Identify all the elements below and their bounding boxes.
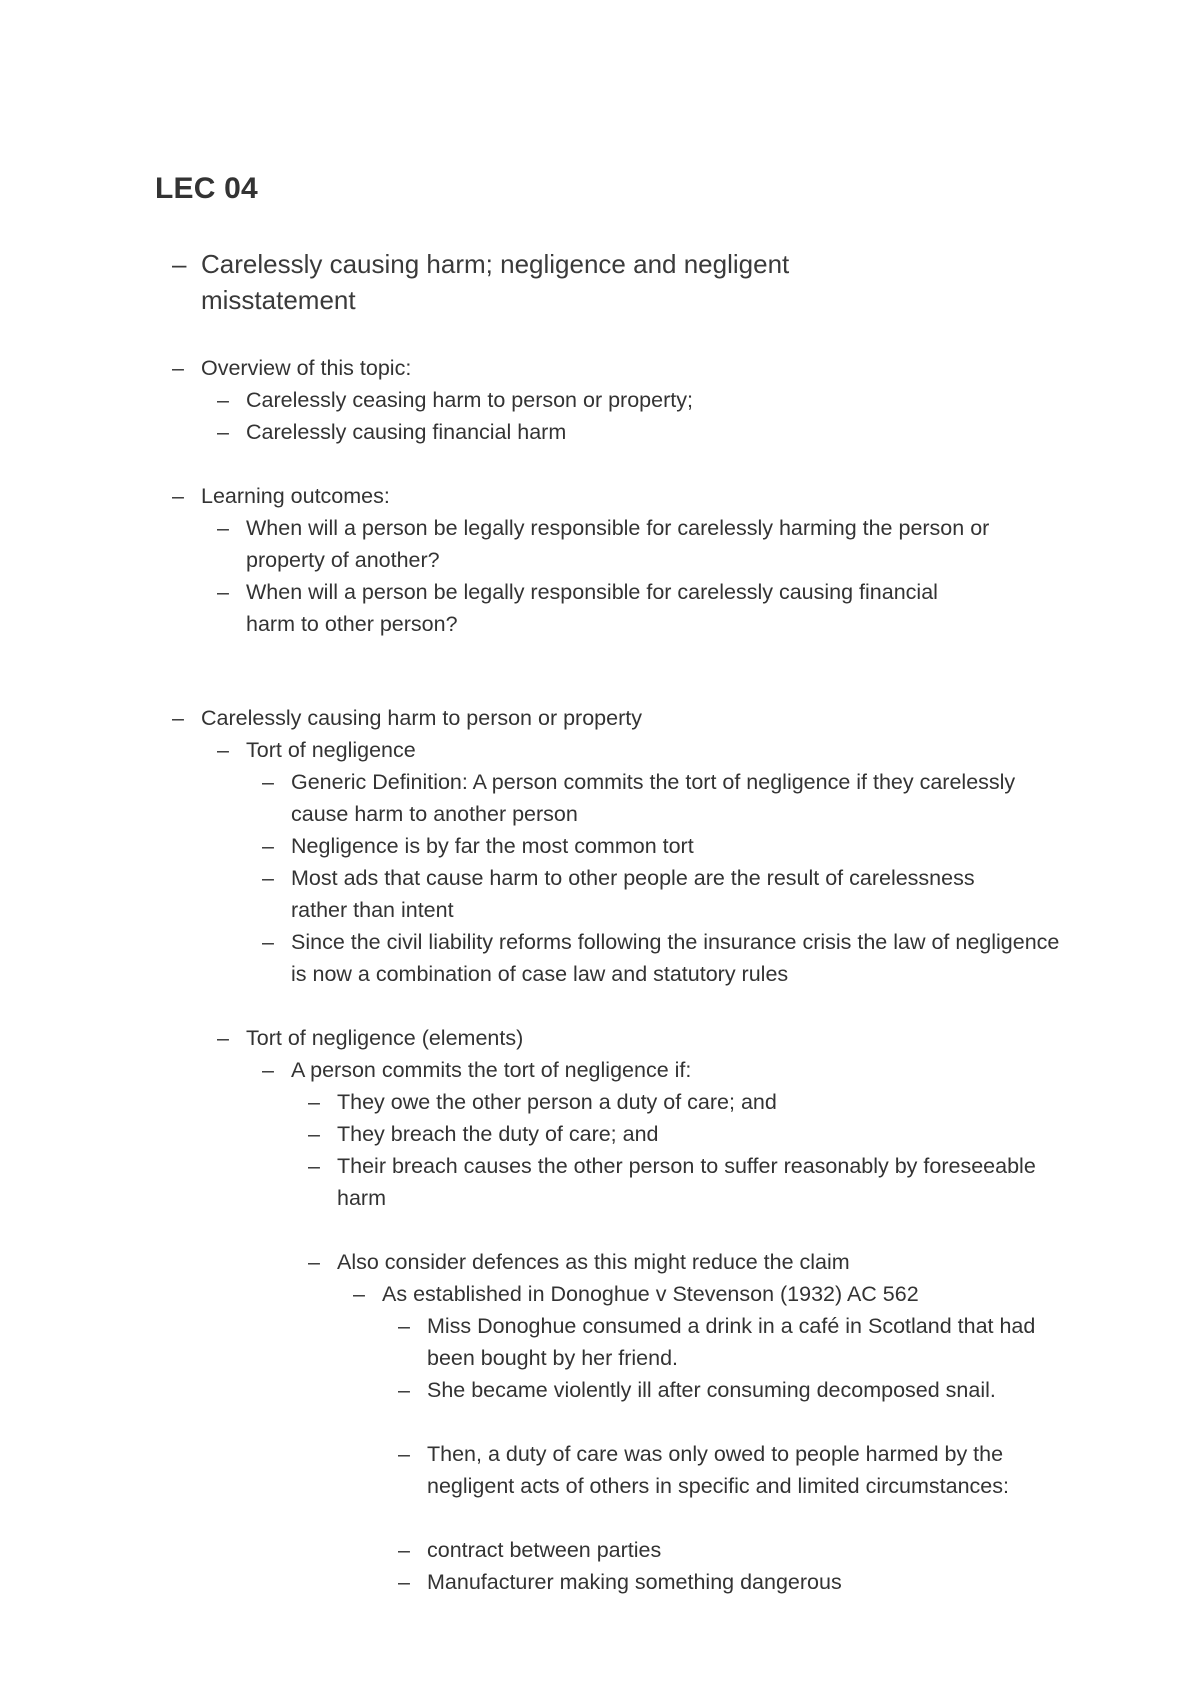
list-item-text: Miss Donoghue consumed a drink in a café in Scotland that had been bought by her friend.: [427, 1314, 1036, 1370]
list-item-text: Carelessly causing harm to person or property: [201, 706, 642, 730]
bullet-dash: –: [217, 738, 229, 762]
list-item-text: Negligence is by far the most common tort: [291, 834, 694, 858]
bullet-dash: –: [172, 356, 184, 380]
list-item: [308, 1150, 1038, 1214]
list-item: [262, 862, 992, 926]
list-item: [398, 1534, 1058, 1566]
list-item: [398, 1374, 1058, 1406]
list-item-text: Carelessly causing financial harm: [246, 420, 567, 444]
bullet-dash: –: [308, 1090, 320, 1114]
list-item: [217, 576, 977, 640]
list-item-text: As established in Donoghue v Stevenson (1932) AC 562: [382, 1282, 919, 1306]
list-item: [398, 1310, 1078, 1374]
bullet-dash: –: [217, 516, 229, 540]
list-item: [353, 1278, 1073, 1310]
list-item-text: They breach the duty of care; and: [337, 1122, 659, 1146]
bullet-dash: –: [172, 706, 184, 730]
list-item: [262, 830, 1052, 862]
list-item-text: contract between parties: [427, 1538, 662, 1562]
list-item-text: Generic Definition: A person commits the tort of negligence if they carelessly cause harm to another person: [291, 770, 1016, 826]
section-heading-text: Carelessly causing harm; negligence and negligent misstatement: [201, 249, 790, 315]
list-item-text: She became violently ill after consuming decomposed snail.: [427, 1378, 996, 1402]
list-item: [217, 1022, 997, 1054]
bullet-dash: –: [398, 1378, 410, 1402]
list-item: [217, 512, 1025, 576]
bullet-dash: –: [398, 1538, 410, 1562]
list-item: [262, 766, 1052, 830]
bullet-dash: –: [217, 388, 229, 412]
bullet-dash: –: [262, 1058, 274, 1082]
list-item: [217, 384, 997, 416]
bullet-dash: –: [398, 1570, 410, 1594]
bullet-dash: –: [262, 866, 274, 890]
list-item-text: Their breach causes the other person to suffer reasonably by foreseeable harm: [337, 1154, 1036, 1210]
list-item-text: Most ads that cause harm to other people are the result of carelessness rather than intent: [291, 866, 975, 922]
bullet-dash: –: [217, 420, 229, 444]
bullet-dash: –: [262, 770, 274, 794]
list-item: [308, 1246, 1048, 1278]
list-item-text: Also consider defences as this might reduce the claim: [337, 1250, 850, 1274]
bullet-dash: –: [172, 249, 187, 279]
list-item-text: Tort of negligence (elements): [246, 1026, 524, 1050]
list-item: [172, 702, 952, 734]
list-item: [308, 1118, 1048, 1150]
list-item: [217, 734, 997, 766]
list-item-text: Carelessly ceasing harm to person or property;: [246, 388, 693, 412]
bullet-dash: –: [308, 1154, 320, 1178]
section-heading: [172, 246, 932, 318]
bullet-dash: –: [262, 834, 274, 858]
list-item-text: Then, a duty of care was only owed to people harmed by the negligent acts of others in specific and limited circumstances:: [427, 1442, 1009, 1498]
bullet-dash: –: [308, 1250, 320, 1274]
page-title: LEC 04: [155, 172, 258, 205]
bullet-dash: –: [398, 1442, 410, 1466]
bullet-dash: –: [217, 580, 229, 604]
bullet-dash: –: [398, 1314, 410, 1338]
list-item-text: Learning outcomes:: [201, 484, 390, 508]
list-item: [172, 480, 952, 512]
bullet-dash: –: [353, 1282, 365, 1306]
list-item-text: Manufacturer making something dangerous: [427, 1570, 842, 1594]
list-item-text: A person commits the tort of negligence if:: [291, 1058, 692, 1082]
list-item-text: When will a person be legally responsible for carelessly harming the person or property of another?: [246, 516, 990, 572]
list-item: [217, 416, 997, 448]
list-item: [172, 352, 952, 384]
bullet-dash: –: [217, 1026, 229, 1050]
list-item-text: Overview of this topic:: [201, 356, 412, 380]
list-item-text: Since the civil liability reforms following the insurance crisis the law of negligence is now a combination of case law and statutory rules: [291, 930, 1060, 986]
list-item-text: They owe the other person a duty of care; and: [337, 1090, 777, 1114]
list-item: [262, 926, 1072, 990]
list-item-text: When will a person be legally responsible for carelessly causing financial harm to other person?: [246, 580, 938, 636]
list-item: [398, 1438, 1038, 1502]
list-item: [262, 1054, 1042, 1086]
bullet-dash: –: [308, 1122, 320, 1146]
list-item: [398, 1566, 1058, 1598]
list-item-text: Tort of negligence: [246, 738, 416, 762]
list-item: [308, 1086, 1048, 1118]
bullet-dash: –: [172, 484, 184, 508]
bullet-dash: –: [262, 930, 274, 954]
